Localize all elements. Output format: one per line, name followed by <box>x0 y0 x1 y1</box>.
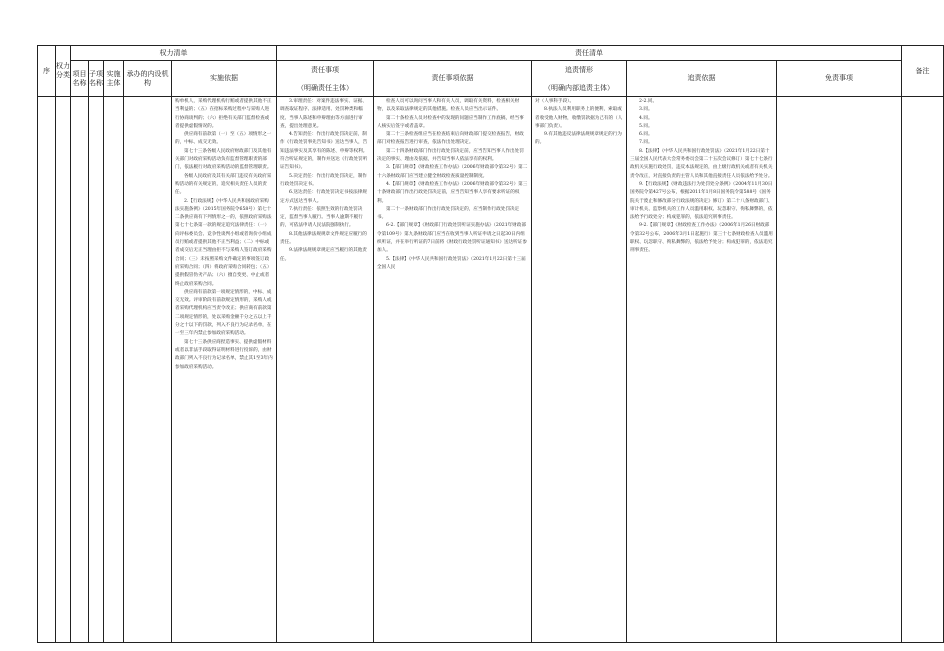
resp-item-paragraph: 7.执行责任：依照生效的行政处罚决定，监督当事人履行。当事人逾期不履行的，可依法申请人民法院强制执行。 <box>280 206 363 229</box>
accountability-paragraph: 对（人事科手段）。 <box>535 99 575 104</box>
cell-accountability-basis <box>627 97 777 643</box>
resp-basis-paragraph: 6-2.【部门规章】《财政部门行政处罚听证实施办法》（2021年财政部令第109号）第九条财政部门应当在收到当事人听证申请之日起30日内组织听证，并在举行听证的7日前将《财政行政处罚听证通知书》送达听证参加人。 <box>377 223 527 254</box>
header-accountability: 追责情形 <box>532 61 627 81</box>
header-resp-items-sub: （明确责任主体） <box>277 81 374 97</box>
cell-undertaking-dept <box>124 97 172 643</box>
header-power-category: 权力分类 <box>56 46 71 97</box>
accountability-basis-paragraph: 6.同。 <box>639 132 653 138</box>
header-remarks: 备注 <box>902 46 944 97</box>
accountability-basis-paragraph: 7.同。 <box>639 140 653 146</box>
accountability-paragraph: 8.执法人员利用职务上的便利，索取或者收受他人财物，收缴罚款据为己有的（人事部门负责）。 <box>535 107 623 129</box>
basis-paragraph: 第七十三条供应商捏造事实、提供虚假材料或者以非法手段取得证明材料进行投诉的，由财政部门列入不良行为记录名单，禁止其1至3年内参加政府采购活动。 <box>175 339 273 370</box>
resp-basis-paragraph: 第二十三条检查组应当在检查结束后向财政部门提交检查报告，财政部门对检查报告进行审查，依法作出处理决定。 <box>377 132 524 146</box>
resp-basis-paragraph: 4.【部门规章】《财政检查工作办法》（2006年财政部令第32号）第三十条财政部门作出行政处罚决定前，应当告知当事人享有要求听证的权利。 <box>377 181 528 204</box>
cell-exemption <box>777 97 902 643</box>
cell-resp-items <box>277 97 374 643</box>
basis-paragraph: 2.【行政法规】《中华人民共和国政府采购法实施条例》（2015年国务院令658号）第七十二条供应商有下列情形之一的，依照政府采购法第七十七条第一款的规定追究法律责任：（一）向评标委员会、竞争性谈判小组或者询价小组成员行贿或者提供其他不正当利益；（二）中标或者成交后无正当理由拒不与采购人签订政府采购合同；（三）未按照采购文件确定的事项签订政府采购合同；（四）将政府采购合同转包；（五）提供假冒伪劣产品；（六）擅自变更、中止或者终止政府采购合同。 <box>175 198 272 287</box>
cell-power-category <box>56 97 71 643</box>
accountability-basis-paragraph: 9-2.【部门规章】《财政检查工作办法》（2006年1月26日财政部令第32号公布，2006年3月1日起施行）第三十七条财政检查人员滥用职权、玩忽职守、徇私舞弊的，依法给予处分；构成犯罪的，依法追究刑事责任。 <box>630 223 773 254</box>
header-item-name: 项目名称 <box>71 61 89 97</box>
basis-text <box>172 97 276 372</box>
resp-items-text <box>277 97 373 264</box>
basis-paragraph: 购单机人，采购代理机构行贿或者提供其他不正当利益的；（五）在招标采购过程中与采购人进行协商谈判的；（六）拒绝有关部门监督检查或者提供虚假情况的。 <box>175 99 272 129</box>
header-responsibility-list: 责任清单 <box>277 46 902 61</box>
cell-item-name <box>71 97 89 643</box>
accountability-basis-paragraph: 8.【法律】《中华人民共和国行政处罚法》（2021年1月22日第十三届全国人民代表大会常务委员会第二十五次会议修订）第七十七条行政机关实施行政处罚，违反本法规定的，由上级行政机关或者有关机关责令改正，对直接负责的主管人员和其他直接责任人员依法给予处分。 <box>630 148 773 179</box>
resp-basis-paragraph: 检查人员可以询问当事人和有关人员，调取有关资料，检查相关财物，以及采取法律规定的其他措施。检查人员应当出示证件。 <box>377 99 520 113</box>
accountability-basis-paragraph: 4.同。 <box>639 115 653 121</box>
header-sub-item-name: 子项名称 <box>89 61 104 97</box>
power-responsibility-table <box>37 45 944 643</box>
cell-seq <box>38 97 56 643</box>
basis-paragraph: 各级人民政府及其有关部门违反有关政府采购活动的有关规定的，追究相关责任人员的责任。 <box>175 173 272 196</box>
cell-resp-basis <box>374 97 532 643</box>
header-exemption: 免责事项 <box>777 61 902 97</box>
basis-paragraph: 供应商有前款第（一）至（五）项情形之一的，中标、成交无效。 <box>175 132 272 146</box>
accountability-basis-text <box>627 97 776 256</box>
resp-item-paragraph: 3.审理责任：对案件违法事实、证据、调查取证程序、法律适用、处罚种类和幅度、当事人陈述和申辩理由等方面进行审查，提出处理意见。 <box>280 99 367 129</box>
resp-basis-text <box>374 97 531 272</box>
accountability-basis-paragraph: 2-2.同。 <box>639 99 658 104</box>
resp-item-paragraph: 8.其他法律法规规章文件规定应履行的责任。 <box>280 231 367 246</box>
header-undertaking-dept: 承办的内设机构 <box>124 61 172 97</box>
resp-item-paragraph: 6.送达责任：行政处罚决定书按法律规定方式送达当事人。 <box>280 190 367 204</box>
header-subject: 实施主体 <box>104 61 124 97</box>
accountability-basis-paragraph: 5.同。 <box>639 123 653 129</box>
resp-basis-paragraph: 第二十条检查人员对检查中的发现的问题应当制作工作底稿，经当事人核实后签字或者盖章。 <box>377 115 524 129</box>
header-accountability-sub: （明确内部追责主体） <box>532 81 627 97</box>
resp-basis-paragraph: 3.【部门规章】《财政检查工作办法》（2006年财政部令第32号）第二十六条财政部门应当建立健全财政检查质量控制制度。 <box>377 165 528 179</box>
cell-remarks <box>902 97 944 643</box>
header-accountability-basis: 追责依据 <box>627 61 777 97</box>
resp-basis-paragraph: 第二十一条财政部门作出行政处罚决定的，应当制作行政处罚决定书。 <box>377 206 520 221</box>
header-resp-items: 责任事项 <box>277 61 374 81</box>
accountability-basis-paragraph: 9.【行政法规】《财政违法行为处罚处分条例》（2004年11月30日国务院令第427号公布，根据2011年1月8日国务院令第588号《国务院关于废止和修改部分行政法规的决定》修订）第二十八条财政部门、审计机关、监察机关的工作人员滥用职权、玩忽职守、徇私舞弊的，依法给予行政处分；构成犯罪的，依法追究刑事责任。 <box>630 181 773 221</box>
resp-item-paragraph: 9.法律法规规章规定应当履行的其他责任。 <box>280 248 367 262</box>
cell-accountability <box>532 97 627 643</box>
basis-paragraph: 第七十三条各级人民政府财政部门及其他有关部门对政府采购活动负有监督管理职责的部门，依法履行对政府采购活动的监督管理职责。 <box>175 148 272 171</box>
resp-basis-paragraph: 第二十四条财政部门作出行政处罚决定前，应当告知当事人作出处罚决定的事实、理由及依据，并告知当事人依法享有的权利。 <box>377 148 524 163</box>
header-seq: 序 <box>38 46 56 97</box>
cell-subject <box>104 97 124 643</box>
basis-paragraph: 供应商有前款第一项规定情形的，中标、成交无效。评审阶段有前款规定情形的，采购人或者采购代理机构应当责令改正；供应商有前款第二项规定情形的，处以采购金额千分之五以上千分之十以下的罚款，列入不良行为记录名单，在一至三年内禁止参加政府采购活动。 <box>175 289 272 337</box>
header-basis: 实施依据 <box>172 61 277 97</box>
header-power-list: 权力清单 <box>71 46 277 61</box>
cell-basis <box>172 97 277 643</box>
resp-item-paragraph: 4.告知责任：作出行政处罚决定前，制作《行政处罚事先告知书》送达当事人，告知违法事实及其享有的陈述、申辩等权利。符合听证规定的，制作并送达《行政处罚听证告知书》。 <box>280 132 368 171</box>
resp-basis-paragraph: 5.【法律】《中华人民共和国行政处罚法》（2021年1月22日第十三届全国人民 <box>377 256 526 270</box>
accountability-basis-paragraph: 3.同。 <box>639 107 653 113</box>
resp-item-paragraph: 5.决定责任：作出行政处罚决定，制作行政处罚决定书。 <box>280 173 367 187</box>
accountability-paragraph: 9.有其他违反法律法规规章规定的行为的。 <box>535 132 622 146</box>
header-resp-basis: 责任事项依据 <box>374 61 532 97</box>
cell-sub-item-name <box>89 97 104 643</box>
accountability-text <box>532 97 626 148</box>
